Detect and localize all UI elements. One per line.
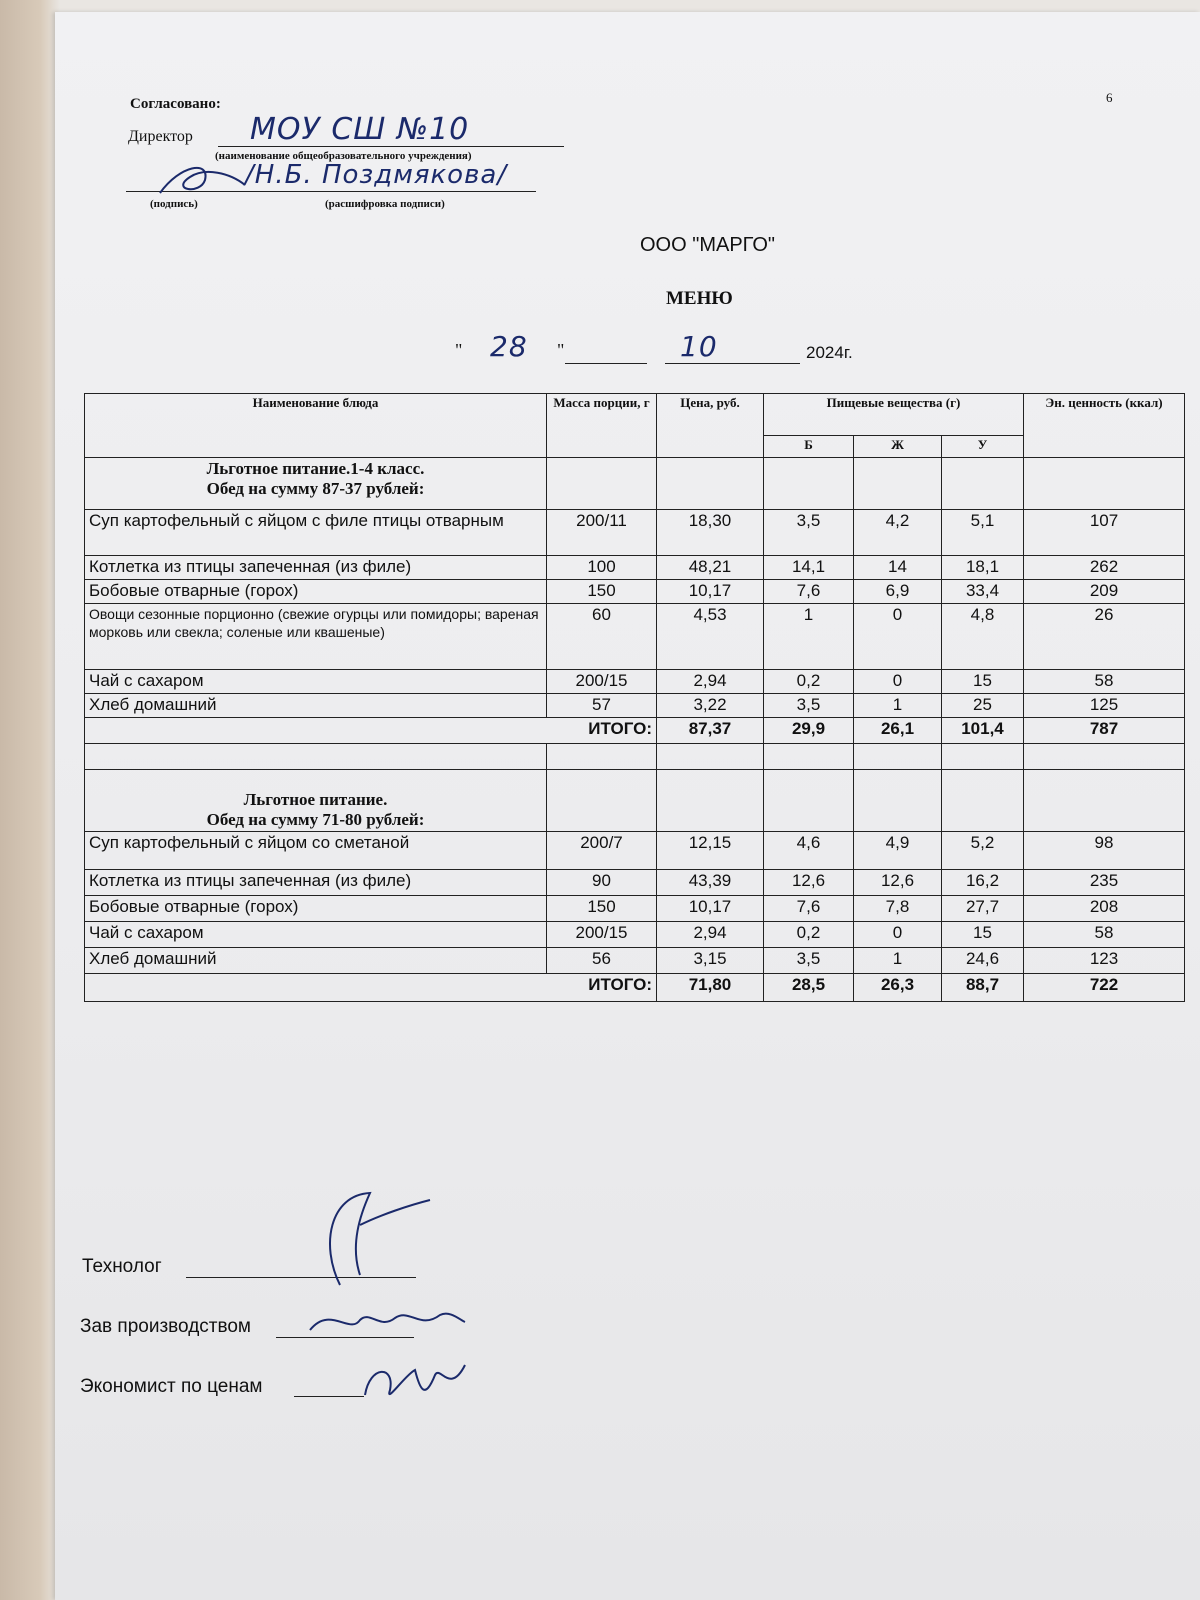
dish-name: Суп картофельный с яйцом со сметаной xyxy=(85,832,547,870)
table-row xyxy=(85,556,1185,580)
total-fat: 26,3 xyxy=(854,974,942,1002)
dish-protein: 3,5 xyxy=(764,948,854,974)
dish-fat: 6,9 xyxy=(854,580,942,604)
header-b: Б xyxy=(764,436,854,458)
dish-fat: 1 xyxy=(854,694,942,718)
dish-carbs: 27,7 xyxy=(942,896,1024,922)
section2-title-row xyxy=(85,770,1185,832)
dish-kcal: 262 xyxy=(1024,556,1185,580)
table-row xyxy=(85,670,1185,694)
dish-protein: 3,5 xyxy=(764,694,854,718)
dish-price: 4,53 xyxy=(657,604,764,670)
dish-price: 18,30 xyxy=(657,510,764,556)
dish-mass: 200/15 xyxy=(547,922,657,948)
dish-protein: 14,1 xyxy=(764,556,854,580)
dish-carbs: 15 xyxy=(942,670,1024,694)
dish-mass: 57 xyxy=(547,694,657,718)
table-row xyxy=(85,870,1185,896)
table-row xyxy=(85,922,1185,948)
dish-mass: 200/11 xyxy=(547,510,657,556)
dish-kcal: 208 xyxy=(1024,896,1185,922)
dish-kcal: 26 xyxy=(1024,604,1185,670)
date-quote-open: " xyxy=(455,340,463,360)
total-price: 71,80 xyxy=(657,974,764,1002)
dish-kcal: 209 xyxy=(1024,580,1185,604)
economist-label: Экономист по ценам xyxy=(80,1376,263,1397)
total-label: ИТОГО: xyxy=(85,974,657,1002)
dish-name: Чай с сахаром xyxy=(85,922,547,948)
dish-carbs: 24,6 xyxy=(942,948,1024,974)
dish-protein: 7,6 xyxy=(764,896,854,922)
total-carbs: 88,7 xyxy=(942,974,1024,1002)
dish-name: Суп картофельный с яйцом с филе птицы отварным xyxy=(85,510,547,556)
school-handwritten: МОУ СШ №10 xyxy=(250,112,470,147)
dish-kcal: 235 xyxy=(1024,870,1185,896)
signature-caption: (подпись) xyxy=(150,198,198,210)
dish-protein: 3,5 xyxy=(764,510,854,556)
table-header-row xyxy=(85,394,1185,436)
dish-fat: 4,9 xyxy=(854,832,942,870)
decode-caption: (расшифровка подписи) xyxy=(325,198,445,210)
economist-signature xyxy=(355,1355,475,1415)
director-name-handwritten: /Н.Б. Поздмякова/ xyxy=(245,160,508,190)
dish-protein: 12,6 xyxy=(764,870,854,896)
dish-name: Овощи сезонные порционно (свежие огурцы или помидоры; вареная морковь или свекла; соленые или квашеные) xyxy=(85,604,547,670)
dish-name: Бобовые отварные (горох) xyxy=(85,580,547,604)
dish-kcal: 107 xyxy=(1024,510,1185,556)
dish-mass: 150 xyxy=(547,896,657,922)
dish-name: Хлеб домашний xyxy=(85,694,547,718)
date-line-2 xyxy=(665,362,800,364)
total-fat: 26,1 xyxy=(854,718,942,744)
total-protein: 29,9 xyxy=(764,718,854,744)
total-price: 87,37 xyxy=(657,718,764,744)
dish-kcal: 58 xyxy=(1024,922,1185,948)
dish-carbs: 25 xyxy=(942,694,1024,718)
dish-fat: 0 xyxy=(854,670,942,694)
header-mass: Масса порции, г xyxy=(547,394,657,458)
total-carbs: 101,4 xyxy=(942,718,1024,744)
section1-title-line1: Льготное питание.1-4 класс. xyxy=(206,459,425,478)
dish-kcal: 58 xyxy=(1024,670,1185,694)
section1-title xyxy=(85,458,547,510)
school-caption: (наименование общеобразовательного учреждения) xyxy=(215,150,472,162)
dish-mass: 150 xyxy=(547,580,657,604)
table-row xyxy=(85,510,1185,556)
total-kcal: 722 xyxy=(1024,974,1185,1002)
table-row xyxy=(85,896,1185,922)
dish-protein: 0,2 xyxy=(764,922,854,948)
doc-title: МЕНЮ xyxy=(666,288,733,309)
menu-table xyxy=(84,393,1185,1002)
table-row xyxy=(85,580,1185,604)
header-name: Наименование блюда xyxy=(85,394,547,458)
dish-name: Котлетка из птицы запеченная (из филе) xyxy=(85,870,547,896)
dish-protein: 7,6 xyxy=(764,580,854,604)
date-quote-close: " xyxy=(557,340,565,360)
dish-price: 48,21 xyxy=(657,556,764,580)
date-day: 28 xyxy=(490,330,528,363)
dish-fat: 1 xyxy=(854,948,942,974)
dish-price: 10,17 xyxy=(657,896,764,922)
dish-mass: 200/15 xyxy=(547,670,657,694)
date-year: 2024г. xyxy=(806,343,853,362)
header-zh: Ж xyxy=(854,436,942,458)
header-energy: Эн. ценность (ккал) xyxy=(1024,394,1185,458)
spacer-row xyxy=(85,744,1185,770)
dish-fat: 0 xyxy=(854,604,942,670)
dish-mass: 56 xyxy=(547,948,657,974)
header-u: У xyxy=(942,436,1024,458)
dish-kcal: 98 xyxy=(1024,832,1185,870)
dish-price: 3,15 xyxy=(657,948,764,974)
date-month: 10 xyxy=(680,330,718,363)
dish-kcal: 125 xyxy=(1024,694,1185,718)
dish-fat: 14 xyxy=(854,556,942,580)
dish-fat: 12,6 xyxy=(854,870,942,896)
dish-protein: 1 xyxy=(764,604,854,670)
table-row xyxy=(85,832,1185,870)
dish-name: Котлетка из птицы запеченная (из филе) xyxy=(85,556,547,580)
dish-fat: 7,8 xyxy=(854,896,942,922)
dish-price: 2,94 xyxy=(657,670,764,694)
company-name: ООО "МАРГО" xyxy=(640,234,776,256)
dish-mass: 200/7 xyxy=(547,832,657,870)
dish-price: 12,15 xyxy=(657,832,764,870)
dish-name: Чай с сахаром xyxy=(85,670,547,694)
dish-name: Хлеб домашний xyxy=(85,948,547,974)
section2-title-line2: Обед на сумму 71-80 рублей: xyxy=(206,810,425,829)
production-head-label: Зав производством xyxy=(80,1316,251,1337)
table-row xyxy=(85,694,1185,718)
dish-price: 10,17 xyxy=(657,580,764,604)
dish-carbs: 15 xyxy=(942,922,1024,948)
dish-carbs: 16,2 xyxy=(942,870,1024,896)
dish-mass: 100 xyxy=(547,556,657,580)
header-price: Цена, руб. xyxy=(657,394,764,458)
dish-fat: 0 xyxy=(854,922,942,948)
total-label: ИТОГО: xyxy=(85,718,657,744)
date-line-1 xyxy=(565,362,647,364)
dish-protein: 4,6 xyxy=(764,832,854,870)
dish-name: Бобовые отварные (горох) xyxy=(85,896,547,922)
dish-carbs: 5,2 xyxy=(942,832,1024,870)
agreed-label: Согласовано: xyxy=(130,96,221,112)
dish-mass: 60 xyxy=(547,604,657,670)
dish-kcal: 123 xyxy=(1024,948,1185,974)
dish-mass: 90 xyxy=(547,870,657,896)
header-nutrients: Пищевые вещества (г) xyxy=(764,394,1024,436)
table-row xyxy=(85,604,1185,670)
total-kcal: 787 xyxy=(1024,718,1185,744)
section1-title-line2: Обед на сумму 87-37 рублей: xyxy=(206,479,425,498)
section2-title-line1: Льготное питание. xyxy=(243,790,388,809)
section1-total-row xyxy=(85,718,1185,744)
dish-carbs: 33,4 xyxy=(942,580,1024,604)
dish-fat: 4,2 xyxy=(854,510,942,556)
section2-title xyxy=(85,770,547,832)
economist-line xyxy=(294,1395,364,1397)
total-protein: 28,5 xyxy=(764,974,854,1002)
dish-price: 2,94 xyxy=(657,922,764,948)
dish-protein: 0,2 xyxy=(764,670,854,694)
page-number: 6 xyxy=(1106,90,1113,105)
dish-price: 3,22 xyxy=(657,694,764,718)
technologist-label: Технолог xyxy=(82,1256,162,1277)
director-label: Директор xyxy=(128,128,193,145)
dish-price: 43,39 xyxy=(657,870,764,896)
section2-total-row xyxy=(85,974,1185,1002)
technologist-signature xyxy=(300,1185,440,1295)
dish-carbs: 4,8 xyxy=(942,604,1024,670)
table-row xyxy=(85,948,1185,974)
production-head-signature xyxy=(300,1300,470,1345)
section1-title-row xyxy=(85,458,1185,510)
dish-carbs: 18,1 xyxy=(942,556,1024,580)
dish-carbs: 5,1 xyxy=(942,510,1024,556)
